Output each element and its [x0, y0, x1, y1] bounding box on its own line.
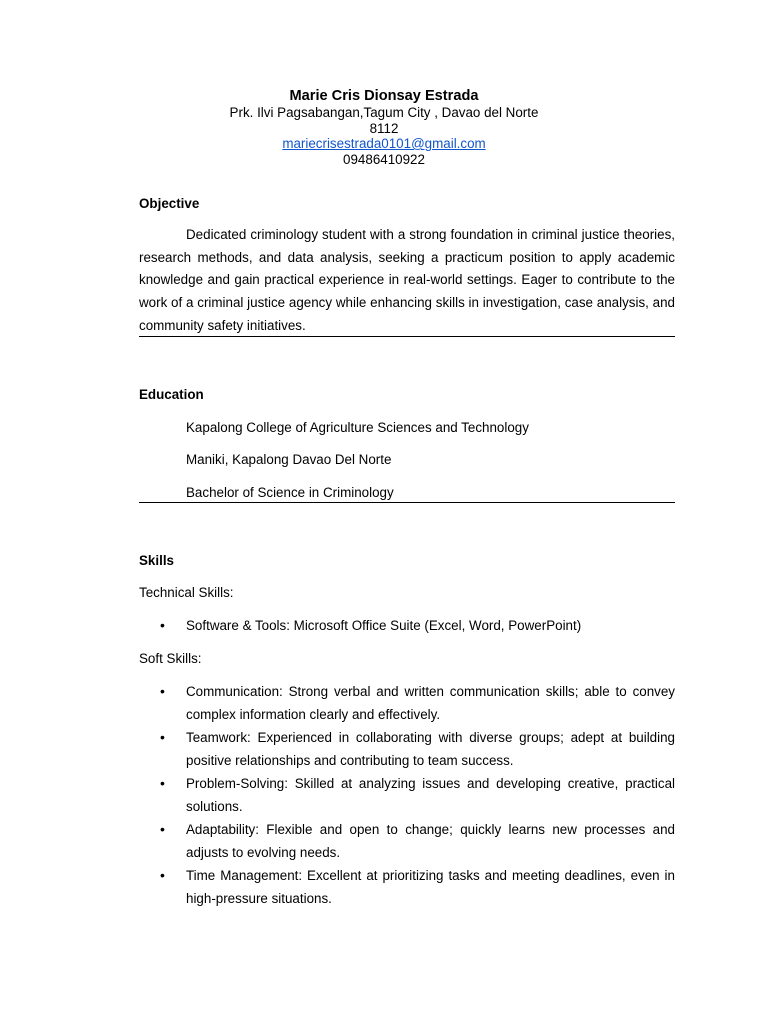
- bullet-icon: •: [160, 683, 165, 699]
- list-item: • Problem-Solving: Skilled at analyzing issues and developing creative, practical solutions.: [139, 772, 675, 818]
- list-item: • Communication: Strong verbal and written communication skills; able to convey complex information clearly and effectively.: [139, 680, 675, 726]
- soft-skills-list: [139, 680, 675, 910]
- education-divider: [139, 502, 675, 503]
- skills-heading: Skills: [139, 553, 174, 568]
- technical-skills-label: Technical Skills:: [139, 585, 234, 600]
- school-location: Maniki, Kapalong Davao Del Norte: [186, 452, 392, 467]
- list-item: • Teamwork: Experienced in collaborating with diverse groups; adept at building positive relationships and contributing to team success.: [139, 726, 675, 772]
- resume-header: [0, 87, 768, 167]
- candidate-name: Marie Cris Dionsay Estrada: [289, 88, 479, 104]
- objective-heading: Objective: [139, 196, 200, 211]
- bullet-icon: •: [160, 821, 165, 837]
- phone-number: 09486410922: [343, 151, 425, 167]
- list-item: • Adaptability: Flexible and open to change; quickly learns new processes and adjusts to evolving needs.: [139, 818, 675, 864]
- degree: Bachelor of Science in Criminology: [186, 485, 394, 500]
- bullet-icon: •: [160, 617, 165, 633]
- objective-divider: [139, 336, 675, 337]
- email-link[interactable]: mariecrisestrada0101@gmail.com: [282, 136, 486, 151]
- bullet-icon: •: [160, 729, 165, 745]
- address-line: Prk. Ilvi Pagsabangan,Tagum City , Davao del Norte: [229, 105, 539, 120]
- bullet-icon: •: [160, 867, 165, 883]
- objective-text: Dedicated criminology student with a strong foundation in criminal justice theories, research methods, and data analysis, seeking a practicum position to apply academic knowledge and gain practical experience in real-world settings. Eager to contribute to the work of a criminal justice agency while enhancing skills in investigation, case analysis, and community safety initiatives.: [139, 227, 675, 333]
- education-heading: Education: [139, 387, 204, 402]
- zip-code: 8112: [369, 120, 399, 136]
- list-item: • Time Management: Excellent at prioritizing tasks and meeting deadlines, even in high-pressure situations.: [139, 864, 675, 910]
- soft-skills-label: Soft Skills:: [139, 651, 202, 666]
- bullet-icon: •: [160, 775, 165, 791]
- technical-skills-list: [139, 614, 675, 637]
- list-item: • Software & Tools: Microsoft Office Suite (Excel, Word, PowerPoint): [139, 614, 675, 637]
- school-name: Kapalong College of Agriculture Sciences and Technology: [186, 420, 529, 435]
